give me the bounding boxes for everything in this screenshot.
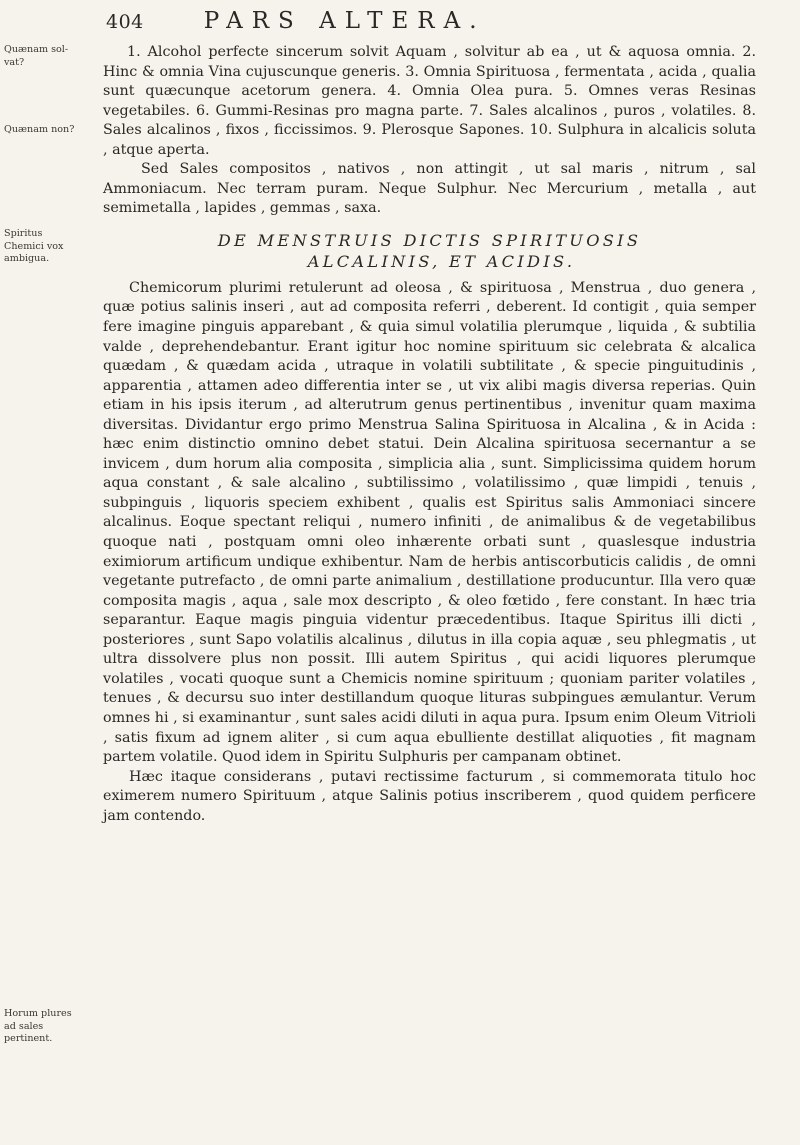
margin-note-spiritus-chemici: Spiritus Chemici vox ambigua. <box>4 228 64 265</box>
paragraph-spirituous-menstrua: Chemicorum plurimi retulerunt ad oleosa , & spirituosa , Menstrua , duo genera , quæ potius salinis inseri , aut ad composita referri , deberent. Id contigit , quia semper fere imagine pinguis apparebant , & quia simul volatilia plerumque , liquida , & subtilia valde , deprehendebantur. Erant igitur hoc nomine spirituum sic celebrata & alcalica quædam , & quædam acida , utraque in volatili subtilitate , & specie pinguitudinis , apparentia , attamen adeo differentia inter se , ut vix alibi magis diversa reperias. Quin etiam in his ipsis iterum , ad alterutrum genus pertinentibus , invenitur quam maxima diversitas. Dividantur ergo primo Menstrua Salina Spirituosa in Alcalina , & in Acida : hæc enim distinctio omnino debet statui. Dein Alcalina spirituosa secernantur a se invicem , dum horum alia composita , simplicia alia , sunt. Simplicissima quidem horum aqua constant , & sale alcalino , subtilissimo , volatilissimo , quæ limpidi , tenuis , subpinguis , liquoris speciem exhibent , qualis est Spiritus salis Ammoniaci sincere alcalinus. Eoque spectant reliqui , numero infiniti , de animalibus & de vegetabilibus quoque nati , postquam omni oleo inhærente orbati sunt , quaslesque industria eximiorum artificum undique exhibentur. Nam de herbis antiscorbuticis calidis , de omni vegetante putrefacto , de omni parte animalium , destillatione producuntur. Illa vero quæ composita magis , aqua , sale mox descripto , & oleo fœtido , fere constant. In hæc tria separantur. Eaque magis pinguia videntur præcedentibus. Itaque Spiritus illi dicti , posteriores , sunt Sapo volatilis alcalinus , dilutus in illa copia aquæ , seu phlegmatis , ut ultra dissolvere plus non possit. Illi autem Spiritus , qui acidi liquores plerumque volatiles , vocati quoque sunt a Chemicis nomine spirituum ; quoniam pariter volatiles , tenues , & decursu suo inter destillandum quoque lituras subpingues æmulantur. Verum omnes hi , si examinantur , sunt sales acidi diluti in aqua pura. Ipsum enim Oleum Vitrioli , satis fixum ad ignem aliter , si cum aqua ebulliente destillat aliquoties , fit magnam partem volatile. Quod idem in Spiritu Sulphuris per campanam obtinet. <box>103 279 756 766</box>
margin-note-quaenam-non: Quænam non? <box>4 124 75 135</box>
margin-note-horum-plures: Horum plures ad sales pertinent. <box>4 1008 72 1045</box>
section-heading-line-2: ALCALINIS, ET ACIDIS. <box>307 251 576 271</box>
paragraph-conclusion: Hæc itaque considerans , putavi rectissime facturum , si commemorata titulo hoc eximerem numero Spirituum , atque Salinis potius inscriberem , quod quidem perficere jam contendo. <box>103 768 756 824</box>
paragraph-non-solvents: Sed Sales compositos , nativos , non attingit , ut sal maris , nitrum , sal Ammoniacum. Nec terram puram. Neque Sulphur. Nec Mercurium , metalla , aut semimetalla , lapides , gemmas , saxa. <box>103 161 756 217</box>
running-title: PARS ALTERA. <box>203 8 486 34</box>
margin-note-quaenam-solvat: Quænam sol-vat? <box>4 44 69 68</box>
paragraph-solvents-list: 1. Alcohol perfecte sincerum solvit Aquam , solvitur ab ea , ut & aquosa omnia. 2. Hinc & omnia Vina cujuscunque generis. 3. Omnia Spirituosa , fermentata , acida , qualia sunt quæcunque acetorum genera. 4. Omnia Olea pura. 5. Omnes veras Resinas vegetabiles. 6. Gummi-Resinas pro magna parte. 7. Sales alcalinos , puros , volatiles. 8. Sales alcalinos , fixos , ficcissimos. 9. Plerosque Sapones. 10. Sulphura in alcalicis soluta , atque aperta. <box>103 44 756 158</box>
body-text <box>103 43 756 826</box>
page-header <box>106 8 746 42</box>
section-heading <box>103 230 756 272</box>
section-heading-line-1: DE MENSTRUIS DICTIS SPIRITUOSIS <box>217 230 642 250</box>
page-number: 404 <box>106 11 144 33</box>
